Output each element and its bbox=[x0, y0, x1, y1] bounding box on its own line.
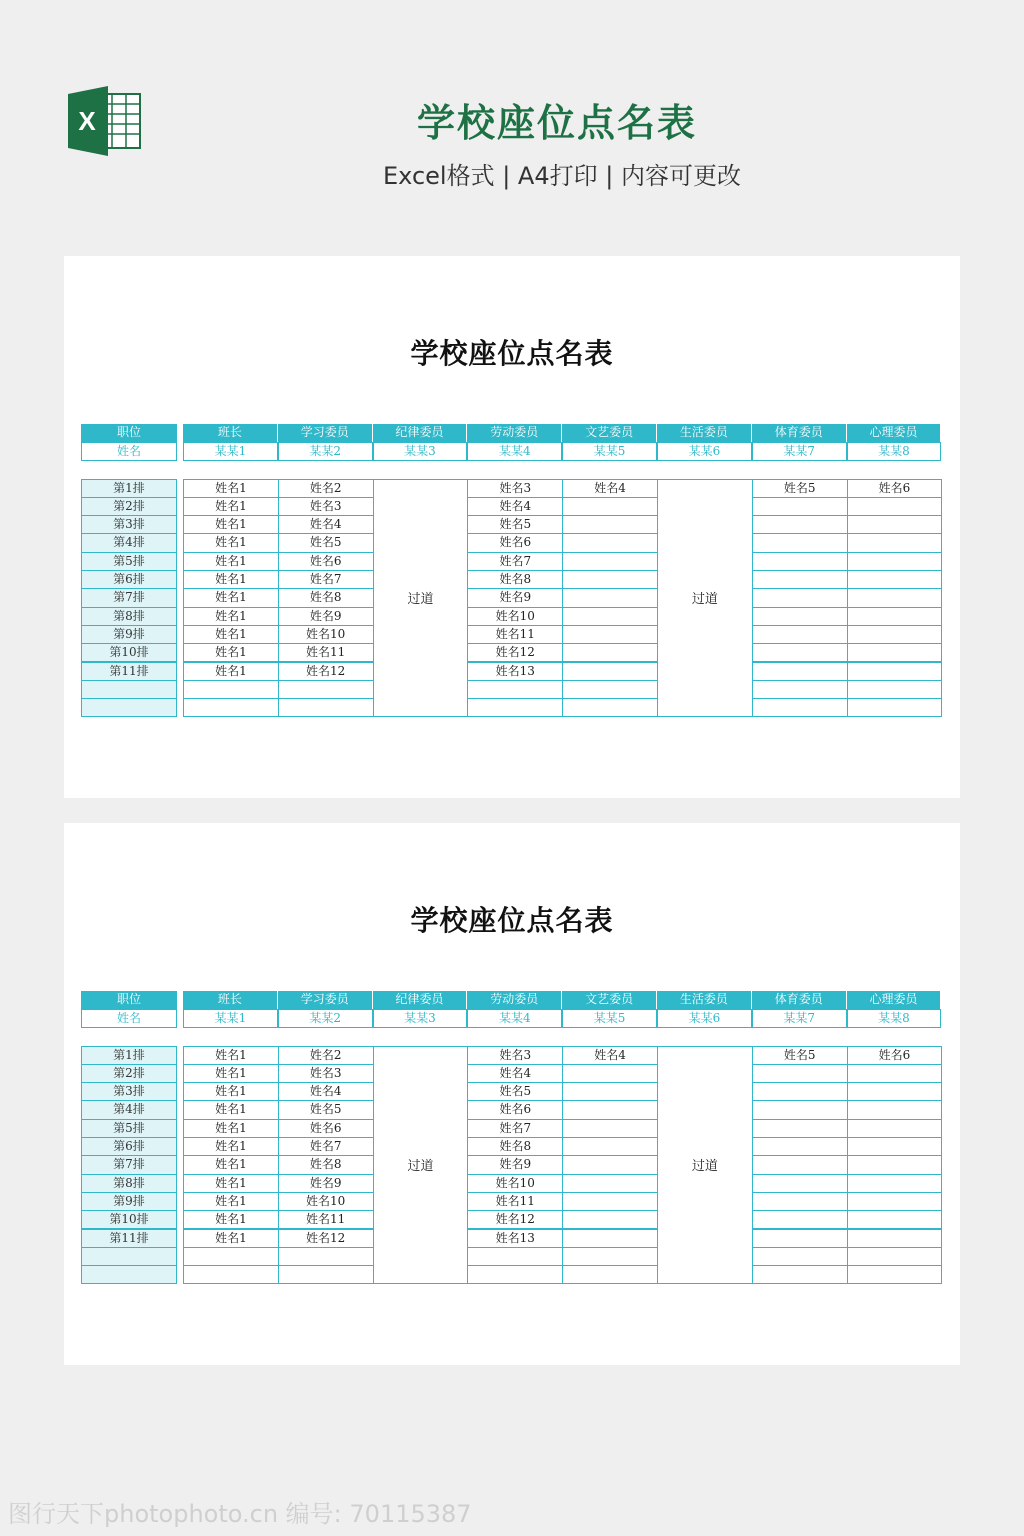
aisle: 过道 bbox=[657, 1046, 753, 1285]
seat-cell[interactable]: 姓名6 bbox=[847, 479, 943, 498]
seat-cell[interactable] bbox=[847, 1100, 943, 1119]
seat-cell[interactable]: 姓名6 bbox=[467, 1100, 563, 1119]
row-label: 第3排 bbox=[81, 1082, 177, 1101]
seat-cell[interactable]: 姓名6 bbox=[847, 1046, 943, 1065]
row-label: 第5排 bbox=[81, 552, 177, 571]
seat-cell[interactable]: 姓名3 bbox=[467, 1046, 563, 1065]
seat-cell[interactable] bbox=[562, 1119, 658, 1138]
row-label: 第7排 bbox=[81, 1155, 177, 1174]
seat-cell[interactable]: 姓名4 bbox=[278, 515, 374, 534]
seat-cell[interactable]: 姓名1 bbox=[183, 1174, 279, 1193]
officer-name[interactable]: 某某5 bbox=[562, 442, 657, 460]
position-header: 劳动委员 bbox=[467, 991, 562, 1009]
seat-cell[interactable]: 姓名7 bbox=[467, 552, 563, 571]
seat-cell[interactable]: 姓名5 bbox=[467, 1082, 563, 1101]
seat-cell[interactable] bbox=[752, 1247, 848, 1266]
position-header: 体育委员 bbox=[752, 424, 847, 442]
seat-cell[interactable]: 姓名7 bbox=[278, 1137, 374, 1156]
seat-cell[interactable]: 姓名1 bbox=[183, 588, 279, 607]
seat-cell[interactable] bbox=[847, 1155, 943, 1174]
seat-cell[interactable] bbox=[752, 1064, 848, 1083]
officer-name[interactable]: 某某5 bbox=[562, 1009, 657, 1027]
seat-cell[interactable]: 姓名3 bbox=[278, 1064, 374, 1083]
seat-cell[interactable] bbox=[562, 1247, 658, 1266]
position-label: 职位 bbox=[81, 424, 177, 442]
seat-cell[interactable]: 姓名1 bbox=[183, 1155, 279, 1174]
seat-cell[interactable]: 姓名12 bbox=[467, 1210, 563, 1229]
seat-cell[interactable] bbox=[847, 607, 943, 626]
officer-name[interactable]: 某某4 bbox=[467, 442, 562, 460]
officer-name[interactable]: 某某8 bbox=[847, 442, 942, 460]
position-header: 学习委员 bbox=[278, 991, 373, 1009]
sheet-title: 学校座位点名表 bbox=[410, 904, 614, 937]
seat-cell[interactable] bbox=[752, 680, 848, 699]
seat-cell[interactable]: 姓名1 bbox=[183, 1137, 279, 1156]
seat-cell[interactable] bbox=[752, 1155, 848, 1174]
row-label: 第9排 bbox=[81, 625, 177, 644]
seat-cell[interactable]: 姓名1 bbox=[183, 1100, 279, 1119]
row-label: 第3排 bbox=[81, 515, 177, 534]
seat-cell[interactable]: 姓名9 bbox=[467, 1155, 563, 1174]
position-header: 班长 bbox=[183, 424, 278, 442]
seat-cell[interactable]: 姓名7 bbox=[467, 1119, 563, 1138]
seat-cell[interactable]: 姓名1 bbox=[183, 1064, 279, 1083]
aisle: 过道 bbox=[373, 479, 469, 718]
row-label: 第1排 bbox=[81, 479, 177, 498]
seat-cell[interactable]: 姓名7 bbox=[278, 570, 374, 589]
seat-cell[interactable] bbox=[183, 1247, 279, 1266]
position-header: 纪律委员 bbox=[373, 424, 468, 442]
seat-cell[interactable]: 姓名13 bbox=[467, 662, 563, 681]
seat-cell[interactable] bbox=[562, 533, 658, 552]
seat-cell[interactable] bbox=[562, 643, 658, 662]
seat-cell[interactable] bbox=[562, 1265, 658, 1284]
seat-cell[interactable] bbox=[847, 1247, 943, 1266]
seat-cell[interactable]: 姓名12 bbox=[467, 643, 563, 662]
seat-cell[interactable] bbox=[278, 680, 374, 699]
position-header: 劳动委员 bbox=[467, 424, 562, 442]
seat-cell[interactable] bbox=[752, 515, 848, 534]
excel-icon-letter: X bbox=[78, 106, 96, 136]
seat-cell[interactable]: 姓名3 bbox=[467, 479, 563, 498]
seat-cell[interactable] bbox=[752, 1192, 848, 1211]
seat-cell[interactable] bbox=[847, 680, 943, 699]
seat-cell[interactable]: 姓名1 bbox=[183, 1229, 279, 1248]
seat-cell[interactable] bbox=[847, 1082, 943, 1101]
row-label: 第11排 bbox=[81, 1229, 177, 1248]
seat-cell[interactable]: 姓名10 bbox=[278, 625, 374, 644]
seat-cell[interactable]: 姓名1 bbox=[183, 607, 279, 626]
seat-cell[interactable]: 姓名11 bbox=[278, 643, 374, 662]
seat-cell[interactable]: 姓名11 bbox=[467, 625, 563, 644]
row-label: 第7排 bbox=[81, 588, 177, 607]
seat-cell[interactable]: 姓名2 bbox=[278, 1046, 374, 1065]
seat-cell[interactable] bbox=[847, 698, 943, 717]
position-header: 生活委员 bbox=[657, 991, 752, 1009]
seat-cell[interactable]: 姓名12 bbox=[278, 662, 374, 681]
seat-cell[interactable] bbox=[847, 1210, 943, 1229]
officer-name[interactable]: 某某3 bbox=[373, 1009, 468, 1027]
row-label: 第4排 bbox=[81, 533, 177, 552]
seat-cell[interactable]: 姓名1 bbox=[183, 643, 279, 662]
seat-cell[interactable] bbox=[847, 1174, 943, 1193]
officer-name[interactable]: 某某6 bbox=[657, 442, 752, 460]
seat-cell[interactable] bbox=[752, 1265, 848, 1284]
seat-cell[interactable] bbox=[562, 1155, 658, 1174]
seat-cell[interactable] bbox=[183, 680, 279, 699]
seat-cell[interactable] bbox=[847, 1265, 943, 1284]
seat-cell[interactable]: 姓名4 bbox=[467, 497, 563, 516]
seat-cell[interactable] bbox=[847, 643, 943, 662]
seat-cell[interactable] bbox=[562, 1064, 658, 1083]
seat-cell[interactable]: 姓名2 bbox=[278, 479, 374, 498]
position-header: 体育委员 bbox=[752, 991, 847, 1009]
seat-cell[interactable] bbox=[562, 662, 658, 681]
seat-cell[interactable]: 姓名1 bbox=[183, 570, 279, 589]
row-label: 第9排 bbox=[81, 1192, 177, 1211]
seat-cell[interactable]: 姓名5 bbox=[278, 1100, 374, 1119]
seat-cell[interactable] bbox=[278, 1265, 374, 1284]
row-label: 第6排 bbox=[81, 1137, 177, 1156]
seat-cell[interactable] bbox=[847, 1137, 943, 1156]
officer-name[interactable]: 某某7 bbox=[752, 442, 847, 460]
seat-cell[interactable]: 姓名5 bbox=[752, 479, 848, 498]
seat-cell[interactable]: 姓名1 bbox=[183, 533, 279, 552]
name-label: 姓名 bbox=[81, 1009, 177, 1027]
position-label: 职位 bbox=[81, 991, 177, 1009]
seat-cell[interactable] bbox=[467, 1247, 563, 1266]
seat-cell[interactable]: 姓名13 bbox=[467, 1229, 563, 1248]
seat-cell[interactable] bbox=[562, 552, 658, 571]
seat-cell[interactable]: 姓名6 bbox=[278, 1119, 374, 1138]
seat-cell[interactable]: 姓名1 bbox=[183, 1119, 279, 1138]
seat-cell[interactable] bbox=[847, 1192, 943, 1211]
row-label bbox=[81, 680, 177, 699]
seat-cell[interactable] bbox=[562, 680, 658, 699]
seat-cell[interactable] bbox=[562, 1210, 658, 1229]
seat-cell[interactable] bbox=[752, 1100, 848, 1119]
seat-cell[interactable] bbox=[752, 1174, 848, 1193]
position-header: 心理委员 bbox=[847, 991, 942, 1009]
page-subtitle: Excel格式 | A4打印 | 内容可更改 bbox=[383, 162, 741, 190]
seat-cell[interactable] bbox=[752, 588, 848, 607]
seat-cell[interactable]: 姓名3 bbox=[278, 497, 374, 516]
officer-name[interactable]: 某某2 bbox=[278, 442, 373, 460]
seat-cell[interactable] bbox=[562, 1229, 658, 1248]
seat-cell[interactable]: 姓名1 bbox=[183, 515, 279, 534]
row-label bbox=[81, 1247, 177, 1266]
seat-cell[interactable] bbox=[847, 588, 943, 607]
row-label: 第5排 bbox=[81, 1119, 177, 1138]
seat-cell[interactable] bbox=[847, 533, 943, 552]
seat-cell[interactable] bbox=[847, 515, 943, 534]
officer-name[interactable]: 某某6 bbox=[657, 1009, 752, 1027]
seat-cell[interactable] bbox=[752, 533, 848, 552]
seat-cell[interactable] bbox=[752, 1137, 848, 1156]
row-label bbox=[81, 698, 177, 717]
seat-cell[interactable] bbox=[467, 698, 563, 717]
seat-cell[interactable]: 姓名6 bbox=[467, 533, 563, 552]
seat-cell[interactable] bbox=[562, 1174, 658, 1193]
seat-cell[interactable] bbox=[752, 497, 848, 516]
row-label: 第11排 bbox=[81, 662, 177, 681]
seat-cell[interactable] bbox=[467, 1265, 563, 1284]
seat-cell[interactable]: 姓名8 bbox=[467, 1137, 563, 1156]
page-title: 学校座位点名表 bbox=[416, 101, 697, 145]
seat-cell[interactable]: 姓名5 bbox=[467, 515, 563, 534]
position-header: 心理委员 bbox=[847, 424, 942, 442]
row-label: 第10排 bbox=[81, 643, 177, 662]
position-header: 纪律委员 bbox=[373, 991, 468, 1009]
seat-cell[interactable] bbox=[562, 607, 658, 626]
row-label: 第8排 bbox=[81, 607, 177, 626]
watermark: 图行天下photophoto.cn 编号: 70115387 bbox=[8, 1500, 472, 1528]
officer-name[interactable]: 某某7 bbox=[752, 1009, 847, 1027]
seat-cell[interactable] bbox=[562, 515, 658, 534]
seat-cell[interactable] bbox=[752, 552, 848, 571]
officer-name[interactable]: 某某1 bbox=[183, 1009, 278, 1027]
seat-cell[interactable]: 姓名1 bbox=[183, 625, 279, 644]
seat-cell[interactable]: 姓名1 bbox=[183, 1046, 279, 1065]
aisle: 过道 bbox=[657, 479, 753, 718]
seat-cell[interactable] bbox=[752, 643, 848, 662]
row-label: 第10排 bbox=[81, 1210, 177, 1229]
seat-cell[interactable]: 姓名10 bbox=[467, 607, 563, 626]
seat-cell[interactable]: 姓名11 bbox=[278, 1210, 374, 1229]
seat-cell[interactable]: 姓名1 bbox=[183, 662, 279, 681]
seat-cell[interactable] bbox=[847, 497, 943, 516]
seat-cell[interactable]: 姓名5 bbox=[752, 1046, 848, 1065]
seat-cell[interactable]: 姓名8 bbox=[278, 588, 374, 607]
seat-cell[interactable] bbox=[752, 570, 848, 589]
seat-cell[interactable] bbox=[562, 588, 658, 607]
sheet-card-2 bbox=[64, 823, 960, 1365]
position-header: 文艺委员 bbox=[562, 424, 657, 442]
seat-cell[interactable]: 姓名4 bbox=[562, 1046, 658, 1065]
sheet-card-1 bbox=[64, 256, 960, 798]
row-label: 第4排 bbox=[81, 1100, 177, 1119]
position-header: 班长 bbox=[183, 991, 278, 1009]
seat-cell[interactable]: 姓名1 bbox=[183, 1210, 279, 1229]
position-header: 学习委员 bbox=[278, 424, 373, 442]
seat-cell[interactable]: 姓名4 bbox=[562, 479, 658, 498]
row-label: 第8排 bbox=[81, 1174, 177, 1193]
seat-cell[interactable]: 姓名1 bbox=[183, 1082, 279, 1101]
seat-cell[interactable]: 姓名8 bbox=[278, 1155, 374, 1174]
officer-name[interactable]: 某某1 bbox=[183, 442, 278, 460]
row-label: 第6排 bbox=[81, 570, 177, 589]
seat-cell[interactable]: 姓名4 bbox=[467, 1064, 563, 1083]
seat-cell[interactable]: 姓名1 bbox=[183, 497, 279, 516]
officer-name[interactable]: 某某4 bbox=[467, 1009, 562, 1027]
seat-cell[interactable]: 姓名10 bbox=[467, 1174, 563, 1193]
seat-cell[interactable] bbox=[847, 662, 943, 681]
seat-cell[interactable] bbox=[752, 1229, 848, 1248]
seat-cell[interactable] bbox=[562, 570, 658, 589]
row-label bbox=[81, 1265, 177, 1284]
seat-cell[interactable] bbox=[278, 698, 374, 717]
seat-cell[interactable]: 姓名12 bbox=[278, 1229, 374, 1248]
seat-cell[interactable] bbox=[562, 1137, 658, 1156]
row-label: 第2排 bbox=[81, 497, 177, 516]
position-header: 生活委员 bbox=[657, 424, 752, 442]
seat-cell[interactable] bbox=[183, 698, 279, 717]
seat-cell[interactable] bbox=[752, 607, 848, 626]
seat-cell[interactable]: 姓名9 bbox=[278, 1174, 374, 1193]
seat-cell[interactable]: 姓名8 bbox=[467, 570, 563, 589]
seat-cell[interactable] bbox=[847, 1064, 943, 1083]
sheet-title: 学校座位点名表 bbox=[410, 337, 614, 370]
seat-cell[interactable]: 姓名1 bbox=[183, 552, 279, 571]
seat-cell[interactable] bbox=[752, 625, 848, 644]
seat-cell[interactable] bbox=[752, 1082, 848, 1101]
seat-cell[interactable]: 姓名5 bbox=[278, 533, 374, 552]
seat-cell[interactable] bbox=[847, 570, 943, 589]
officer-name[interactable]: 某某8 bbox=[847, 1009, 942, 1027]
seat-cell[interactable]: 姓名1 bbox=[183, 1192, 279, 1211]
officer-name[interactable]: 某某3 bbox=[373, 442, 468, 460]
seat-cell[interactable]: 姓名6 bbox=[278, 552, 374, 571]
seat-cell[interactable] bbox=[562, 1100, 658, 1119]
seat-cell[interactable] bbox=[562, 1082, 658, 1101]
seat-cell[interactable]: 姓名1 bbox=[183, 479, 279, 498]
seat-cell[interactable] bbox=[847, 1119, 943, 1138]
seat-cell[interactable] bbox=[562, 497, 658, 516]
seat-cell[interactable]: 姓名4 bbox=[278, 1082, 374, 1101]
seat-cell[interactable] bbox=[752, 662, 848, 681]
seat-cell[interactable] bbox=[562, 625, 658, 644]
row-label: 第1排 bbox=[81, 1046, 177, 1065]
seat-cell[interactable] bbox=[278, 1247, 374, 1266]
seat-cell[interactable]: 姓名10 bbox=[278, 1192, 374, 1211]
seat-cell[interactable] bbox=[183, 1265, 279, 1284]
seat-cell[interactable]: 姓名11 bbox=[467, 1192, 563, 1211]
row-label: 第2排 bbox=[81, 1064, 177, 1083]
position-header: 文艺委员 bbox=[562, 991, 657, 1009]
officer-name[interactable]: 某某2 bbox=[278, 1009, 373, 1027]
seat-cell[interactable] bbox=[847, 1229, 943, 1248]
seat-cell[interactable] bbox=[847, 625, 943, 644]
seat-cell[interactable] bbox=[562, 1192, 658, 1211]
aisle: 过道 bbox=[373, 1046, 469, 1285]
seat-cell[interactable] bbox=[752, 698, 848, 717]
seat-cell[interactable] bbox=[847, 552, 943, 571]
seat-cell[interactable] bbox=[752, 1210, 848, 1229]
seat-cell[interactable] bbox=[467, 680, 563, 699]
seat-cell[interactable] bbox=[562, 698, 658, 717]
seat-cell[interactable] bbox=[752, 1119, 848, 1138]
seat-cell[interactable]: 姓名9 bbox=[467, 588, 563, 607]
name-label: 姓名 bbox=[81, 442, 177, 460]
seat-cell[interactable]: 姓名9 bbox=[278, 607, 374, 626]
